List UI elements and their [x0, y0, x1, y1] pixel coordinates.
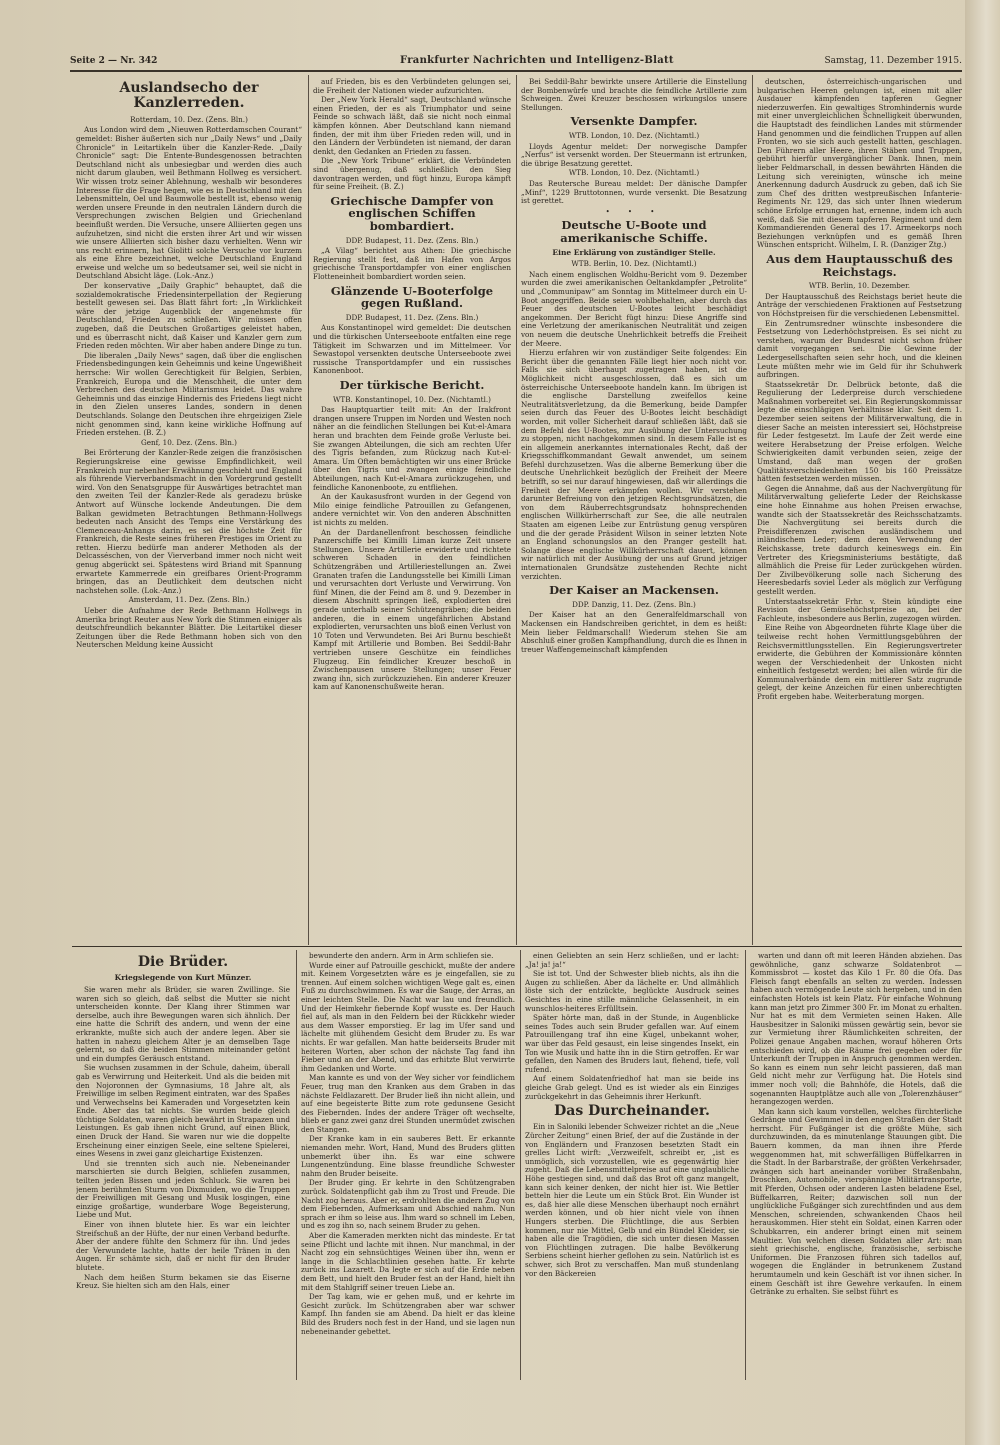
article-headline: Glänzende U-Booterfolge gegen Rußland. — [330, 283, 494, 311]
article-paragraph: Ein in Saloniki lebender Schweizer richtet an die „Neue Zürcher Zeitung“ einen Brief, der auf die Zustände in der von Engländern und Franzosen besetzten Stadt ein grelles Licht wirft: „Verzweifelt, schreibt er, „ist es unmöglich, sich vorzustellen, wie es gegenwärtig hier zugeht. Daß die Lebensmittelpreise auf eine unglaubliche Höhe gestiegen sind, und daß das Brot oft ganz mangelt, kann sich keiner denken, der nicht hier ist. Wie Bettler betteln hier die Leute um ein Stück Brot. Ein Wunder ist es, daß hier alle diese Menschen überhaupt noch ernährt werden können, und ob hier nicht viele von ihnen Hungers sterben. Die Flüchtlinge, die aus Serbien kommen, nur nie Mittel, Gelb und ein Bündel Kleider, sie haben alle die Tragödien, die sich unter diesen Massen von Flüchtlingen zutragen. Die halbe Bevölkerung Serbiens scheint hierher geflohen zu sein. Natürlich ist es schwer, sich Brot zu verschaffen. Man muß stundenlang vor den Bäckereien — [525, 1122, 739, 1278]
article-paragraph: Staatssekretär Dr. Delbrück betonte, daß die Regulierung der Lederpreise durch verschiedene Maßnahmen vorbereitet sei. Ein Regierungskommissar legte die einschlägigen Verhältnisse klar. Seit dem 1. Dezember seien seitens der Militärverwaltung, die in dieser Sache an meisten interessiert sei, Höchstpreise für Leder festgesetzt. Im Laufe der Zeit werde eine weitere Herabsetzung der Preise erfolgen. Welche Schwierigkeiten damit verbunden seien, zeige der Umstand, daß man wegen der großen Qualitätsverschiedenheiten 150 bis 160 Preissätze hätten festsetzen werden müssen. — [757, 379, 962, 484]
article-paragraph: Aus London wird dem „Nieuwen Rotterdamschen Courant“ gemeldet: Bisher äußerten sich nur „Daily News“ und „Daily Chronicle“ in Leitartikeln über die Kanzler-Rede. „Daily Chronicle“ sagt: Die Entente-Bundesgenossen betrachten Deutschland nicht als unbesiegbar und werden dies auch nicht darum glauben, weil Bethmann Hollweg es versichert. Wir wissen trotz seiner Ablehnung, weshalb wir besonderes Interesse für die Frage hegen, wie es in Deutschland mit den Lebensmitteln, Oel und Baumwolle bestellt ist, ebenso wenig werden unsere Freunde in den neutralen Ländern durch die Versprechungen zwischen Belgien und Griechenland beeinflußt werden. Die Versuche, unsere Alliierten gegen uns aufzuhetzen, sind nicht die ersten ihrer Art und wir wissen wie unsere Alliierten sich bisher dazu verhielten. Wenn wir uns recht erinnern, hat Giolitti solche Versuche vor kurzem als eine Ehre bezeichnet, welche Deutschland England erweise und welche um so bedeutsamer sei, weil sie nicht in Deutschland Absicht läge. (Lok.-Anz.) — [76, 125, 302, 281]
story-paragraph: Nach dem heißen Sturm bekamen sie das Eiserne Kreuz. Sie hielten sich am den Hals, einer — [76, 1272, 290, 1291]
article-paragraph: Nach einem englischen Woldhu-Bericht vom 9. Dezember wurden die zwei amerikanischen Oeltankdampfer „Petrolite“ und „Communipaw“ am Sonntag im Mittelmeer durch ein U-Boot angegriffen. Beide seien wohlbehalten, aber durch das Feuer des deutschen U-Bootes leicht beschädigt angekommen. Der Bericht fügt hinzu: Diese Angriffe sind eine Verletzung der amerikanischen Neutralität und zeigen von neuem die deutsche Unehrlichkeit betreffs die Freiheit der Meere. — [521, 269, 747, 348]
article-paragraph: Der Kaiser hat an den Generalfeldmarschall von Mackensen ein Handschreiben gerichtet, in dem es heißt: Mein lieber Feldmarschall! Wiederum stehen Sie am Abschluß einer großen Kampfhandlung, durch die es Ihnen in treuer Waffengemeinschaft kämpfenden — [521, 610, 747, 654]
article-paragraph: An der Kaukasusfront wurden in der Gegend von Milo einige feindliche Patrouillen zu Gefangenen, andere vernichtet wir. Von den anderen Abschnitten ist nichts zu melden. — [313, 492, 511, 527]
article-paragraph: Der konservative „Daily Graphic“ behauptet, daß die sozialdemokratische Friedensinterpellation der Regierung bestellt gewesen sei. Das Blatt fährt fort: „In Wirklichkeit wäre der jetzige Augenblick der angenehmste für Deutschland, Frieden zu schließen. Wir müssen offen zugeben, daß die Deutschen Großartiges geleistet haben, und es überrascht nicht, daß Kaiser und Kanzler gern zum Frieden reden möchten. Wir aber haben andere Dinge zu tun. — [76, 281, 302, 351]
article-paragraph: „A Vilag“ berichtet aus Athen: Die griechische Regierung stellt fest, daß im Hafen von Argos griechische Transportdampfer von einer englischen Flotteneinheit bombardiert worden seien. — [313, 246, 511, 282]
article-paragraph: Die liberalen „Daily News“ sagen, daß über die englischen Friedensbedingungen kein Geheimnis und keine Ungewißheit herrsche: Wir wollen Gerechtigkeit für Belgien, Serbien, Frankreich, Europa und die Menschheit, die unter dem Verbrechen des deutschen Militarismus leidet. Das wahre Geheimnis und das einzige Hindernis des Friedens liegt nicht in den Zielen unseres Landes, sondern in denen Deutschlands. Solange den Deutschen ihre ehrgeizigen Ziele nicht genommen sind, kann keine wirkliche Hoffnung auf Frieden erstehen. (B. Z.) — [76, 350, 302, 438]
issue-date: Samstag, 11. Dezember 1915. — [824, 56, 962, 66]
article-paragraph: Die „New York Tribune“ erklärt, die Verbündeten sind übergenug, daß schließlich den Sieg davontragen werden, und fügt hinzu, Europa kämpft für seine Freiheit. (B. Z.) — [313, 156, 511, 192]
story-paragraph: Einer von ihnen blutete hier. Es war ein leichter Streifschuß an der Hüfte, der nur einen Verband bedurfte. Aber der andere fühlte den Schmerz für ihn. Und jedes der Verwundete lachte, hatte der heile Tränen in den Augen. Er schämte sich, daß er nicht für den Bruder blutete. — [76, 1220, 290, 1272]
dateline: WTB. London, 10. Dez. (Nichtamtl.) — [568, 168, 700, 178]
dateline: WTB. Konstantinopel, 10. Dez. (Nichtamtl.) — [333, 394, 491, 404]
column-2 — [313, 78, 511, 944]
article-paragraph: Ein Zentrumsredner wünschte insbesondere die Festsetzung von Lederhöchstpreisen. Es sei nicht zu verstehen, warum der Bundesrat nicht schon früher damit vorgegangen sei. Die Gewinne der Ledergesellschaften seien sehr hoch, und die kleinen Leute müßten mehr wie im Geld für ihr Schuhwerk aufbringen. — [757, 318, 962, 380]
page-edge — [965, 0, 1000, 1445]
section-divider — [72, 946, 962, 947]
lower-column-3 — [525, 952, 739, 1380]
column-divider — [520, 950, 521, 1380]
column-divider — [516, 75, 517, 945]
article-paragraph: An der Dardanellenfront beschossen feindliche Panzerschiffe bei Kimilli Liman kurze Zeit unsere Stellungen. Unsere Artillerie erwiderte und richtete schweren Schaden in den feindlichen Schützengräben und Artilleriestellungen an. Zwei Granaten trafen die Landungsstelle bei Kimilli Liman und verursachten dort Verluste und Verwirrung. Von fünf Minen, die der Feind am 8. und 9. Dezember in diesem Abschnitt springen ließ, explodierten drei gerade unterhalb seiner Schützengräben; die beiden anderen, die in einem ungefährlichen Abstand explodierten, verursachten uns bloß einen Verlust von 10 Toten und Verwundeten. Bei Ari Burnu beschießt Kampf mit Artillerie und Bomben. Bei Seddil-Bahr vertrieben unsere Geschütze ein feindliches Flugzeug. Ein feindlicher Kreuzer beschoß in Zwischenpausen unsere Stellungen; unser Feuer zwang ihn, sich zurückzuziehen. Ein anderer Kreuzer kam auf Kanonenschußweite heran. — [313, 527, 511, 692]
story-paragraph: einen Geliebten an sein Herz schließen, und er lacht: „Ja! ja! ja!“ — [525, 952, 739, 969]
article-paragraph: Aus Konstantinopel wird gemeldet: Die deutschen und die türkischen Unterseeboote entfalten eine rege Tätigkeit im Schwarzen und im Mittelmeer. Vor Sewastopol versenkten deutsche Unterseeboote zwei russische Transportdampfer und ein russisches Kanonenboot. — [313, 323, 511, 376]
article-headline: Versenkte Dampfer. — [570, 114, 698, 129]
article-headline: Griechische Dampfer von englischen Schiffen bombardiert. — [330, 193, 494, 233]
dateline: Rotterdam, 10. Dez. (Zens. Bln.) — [130, 114, 248, 124]
article-paragraph: auf Frieden, bis es den Verbündeten gelungen sei, die Freiheit der Nationen wieder aufzurichten. — [313, 78, 511, 95]
article-paragraph: Der Hauptausschuß des Reichstags beriet heute die Anträge der verschiedenen Fraktionen auf Festsetzung von Höchstpreisen für die verschiedenen Lebensmittel. — [757, 291, 962, 318]
column-1 — [76, 78, 302, 944]
article-paragraph: Das Hauptquartier teilt mit: An der Irakfront drangen unsere Truppen im Norden und Westen noch näher an die feindlichen Stellungen bei Kut-el-Amara heran und brachten dem Feinde große Verluste bei. Sie zwangen Abteilungen, die sich am rechten Ufer des Tigris befanden, zum Rückzug nach Kut-el-Amara. Um Often bemächtigten wir uns einer Brücke über den Tigris und zwangen einige feindliche Abteilungen, nach Kut-el-Amara zurückzugehen, und feindliche Kanonenboote, zu entfliehen. — [313, 405, 511, 492]
article-paragraph: Man kann sich kaum vorstellen, welches fürchterliche Gedränge und Gewimmel in den engen Straßen der Stadt herrscht. Für Fußgänger ist die größte Mühe, sich durchzuwinden, da es minutenlange Stauungen gibt. Die Bauern kommen, da man ihnen ihre Pferde weggenommen hat, mit schwerfälligen Büffelkarren in die Stadt. In der Barbarstraße, der größten Verkehrsader, zwängen sich hart aneinander vorüber Straßenbahn, Droschken, Automobile, vierspännige Militärtransporte, mit Pferden, Ochsen oder anderen Lasten beladene Esel, Büffelkarren, Reiter; dazwischen soll nun der unglückliche Fußgänger sich zurechtfinden und aus dem Menschen, schreienden, schwankenden Chaos heil herauskommen. Hier steht ein Soldat, einen Karren oder Schubkarren, ein anderer bringt einen mit seinem Maultier. Von welchen diesen Soldaten aller Art: man sieht griechische, englische, französische, serbische Uniformen. Die Franzosen führen sich tadellos auf, wogegen die Engländer in betrunkenem Zustand herumtaumeln und kein Geschäft ist vor ihnen sicher. In einem Geschäft ist ihre Gewehre verkaufen. In einem Getränke zu erhalten. Sie selbst führt es — [750, 1106, 962, 1297]
article-headline: Aus dem Hauptausschuß des Reichstags. — [766, 251, 953, 279]
column-divider — [308, 75, 309, 945]
column-3 — [521, 78, 747, 944]
story-paragraph: Wurde einer auf Patrouille geschickt, mußte der andere mit. Keinem Vorgesetzten wäre es je eingefallen, sie zu trennen. Auf einem solchen wichtigen Wege galt es, einen Fuß zu durchschwimmen. Es war die Sauge, der Arras, an einer leichten Stelle. Die Nacht war lau und freundlich. Und der Heimkehr fiebernde Kopf wusste es. Der Hauch fiel auf, als man in den Feldern bei der Rückkehr wieder aus dem Wasser emporstieg. Er lag im Ufer sand und lächelte mit glühendem Gesicht dem Bruder zu. Es war nichts. Er war gefallen. Man hatte beiderseits Bruder mit heiteren Worten, aber schon der nächste Tag fand ihn Fieber und an der Abend, und das erhitzte Blut verwirrte ihm Gedanken und Worte. — [301, 960, 515, 1073]
story-paragraph: Der Kranke kam in ein sauberes Bett. Er erkannte niemanden mehr. Wort, Hand, Mund des Bruders glitten unbemerkt über ihn. Es war eine schwere Lungenentzündung. Eine blasse freundliche Schwester nahm den Bruder beiseite. — [301, 1134, 515, 1178]
dateline: Amsterdam, 11. Dez. (Zens. Bln.) — [128, 595, 250, 605]
article-subheadline: Eine Erklärung von zuständiger Stelle. — [552, 247, 716, 257]
story-paragraph: Und sie trennten sich auch nie. Nebeneinander marschierten sie durch Belgien, schliefen zusammen, teilten jeden Bissen und jeden Schluck. Sie waren bei jenem berühmten Sturm von Dixmuiden, wo die Truppen der Freiwilligen mit Gesang und Musik losgingen, eine einzige großartige, wunderbare Woge Begeisterung, Liebe und Mut. — [76, 1158, 290, 1220]
article-paragraph: Bei Erörterung der Kanzler-Rede zeigen die französischen Regierungskreise eine gewisse Empfindlichkeit, weil Frankreich nur nebenher Erwähnung geschieht und England als führende Vierverbandsmacht in den Vordergrund gestellt wird. Von den Senatsgruppe für Auswärtiges betrachtet man den zweiten Teil der Kanzler-Rede als geradezu brüske Antwort auf Wünsche lockende Andeutungen. Die dem Balkan gewidmeten Betrachtungen Bethmann-Hollwegs bedeuten nach Ansicht des Temps eine Verstärkung des Clemenceau-Anhangs darin, es sei die höchste Zeit für Frankreich, die Reste seines früheren Prestiges im Orient zu retten. Hierzu bedürfe man anderer Methoden als der Delcasséschen, von der Vierverband immer noch nicht weit genug abgerückt sei. Spätestens wird Briand mit Spannung erwartete Kammerrede ein greifbares Orient-Programm bringen, das an Deutlichkeit dem deutschen nicht nachstehen solle. (Lok.-Anz.) — [76, 448, 302, 595]
dateline: WTB. London, 10. Dez. (Nichtamtl.) — [568, 131, 700, 141]
article-paragraph: Lloyds Agentur meldet: Der norwegische Dampfer „Nerfus“ ist versenkt worden. Der Steuermann ist ertrunken, die übrige Besatzung gerettet. — [521, 141, 747, 168]
article-paragraph: Bei Seddil-Bahr bewirkte unsere Artillerie die Einstellung der Bombenwürfe und brachte die feindliche Artillerie zum Schweigen. Zwei Kreuzer beschossen wirkungslos unsere Stellungen. — [521, 78, 747, 112]
column-4 — [757, 78, 962, 944]
article-headline: Deutsche U-Boote und amerikanische Schiffe. — [560, 218, 708, 245]
dateline: WTB. Berlin, 10. Dezember. — [808, 281, 911, 291]
article-paragraph: Eine Reihe von Abgeordneten führte Klage über die teilweise recht hohen Vermittlungsgebühren der Reichsvermittlungsstellen. Ein Regierungsvertreter erwiderte, die Gebühren der Kommissionäre könnten wegen der Verschiedenheit der Unkosten nicht einheitlich festgesetzt werden; bei allen würde für die Kommunalverbände dem ein mittlerer Satz zugrunde gelegt, der keine Anzeichen für einen unberechtigten Profit ergeben habe. Weiterberatung morgen. — [757, 623, 962, 702]
article-headline: Auslandsecho der Kanzlerreden. — [119, 80, 259, 112]
story-paragraph: Man kannte es und von der Wey sicher vor feindlichem Feuer, trug man den Kranken aus dem Graben in das nächste Feldlazarett. Der Bruder ließ ihn nicht allein, und auf eine begeisterte Bitte zum rote gedunsene Gesicht des Fiebernden. Indes der andere Träger oft wechselte, blieb er ganz zwei ganz drei Stunden unermüdet zwischen den Stangen. — [301, 1073, 515, 1134]
dateline: DDP. Danzig, 11. Dez. (Zens. Bln.) — [572, 599, 696, 609]
story-paragraph: Auf einem Soldatenfriedhof hat man sie beide ins gleiche Grab gelegt. Und es ist wieder als ein Einziges zurückgekehrt in das Geheimnis ihrer Herkunft. — [525, 1074, 739, 1101]
separator-ornament: • • • — [605, 207, 663, 216]
lower-column-2 — [301, 952, 515, 1380]
article-paragraph: Das Reutersche Bureau meldet: Der dänische Dampfer „Minf“, 1229 Bruttotonnen, wurde versenkt. Die Besatzung ist gerettet. — [521, 178, 747, 206]
page-header — [70, 54, 962, 72]
article-headline: Der Kaiser an Mackensen. — [549, 583, 719, 598]
column-divider — [752, 75, 753, 945]
dateline: WTB. Berlin, 10. Dez. (Nichtamtl.) — [571, 259, 697, 269]
article-headline: Der türkische Bericht. — [339, 378, 485, 393]
story-paragraph: Sie waren mehr als Brüder, sie waren Zwillinge. Sie waren sich so gleich, daß selbst die Mutter sie nicht unterscheiden konnte. Der Klang ihrer Stimmen war derselbe, auch ihre Bewegungen waren sich ähnlich. Der eine hatte die Schrift des andern, und wenn der eine erkrankte, mußte sich auch der andere legen. Aber sie hatten in nahezu gleichem Alter je an demselben Tage gelernt, so daß die beiden Stimmen miteinander getönt und ein dumpfes Geräusch entstand. — [76, 984, 290, 1063]
article-headline: Das Durcheinander. — [554, 1103, 710, 1120]
article-paragraph: Hierzu erfahren wir von zuständiger Seite folgendes: Ein Bericht über die genannten Fälle liegt hier noch nicht vor. Falls sie sich überhaupt zugetragen haben, ist die Möglichkeit nicht ausgeschlossen, daß es sich um österreichische Unterseeboote handeln kann. Im übrigen ist die englische Darstellung zweifellos keine Neutralitätsverletzung, da die Bemerkung, beide Dampfer seien durch das Feuer des U-Bootes leicht beschädigt worden, mit voller Sicherheit darauf schließen läßt, daß sie dem Befehl des U-Bootes, zur Ausübung der Untersuchung zu stoppen, nicht nachgekommen sind. In diesem Falle ist es ein allgemein anerkanntes internationales Recht, daß der Kriegsschiffkommandant Gewalt anwendet, um seinem Befehl durchzusetzen. Was die alberne Bemerkung über die deutsche Unehrlichkeit bezüglich der Freiheit der Meere betrifft, so sei nur darauf hingewiesen, daß wir allerdings die Freiheit der Meere erkämpfen wollen. Wir verstehen darunter Befreiung von den jetzigen Rechtsgrundsätzen, die von dem Räuberrechtsgrundsatz hohnsprechenden englischen Willkürherrschaft zur See, die alle neutralen Staaten am eigenen Leibe zur Entrüstung genug verspüren und die der gerade Präsident Wilson in seiner letzten Note an England schonungslos an den Pranger gestellt hat. Solange diese englische Willkürherrschaft dauert, können wir natürlich mit der Ausübung der uns auf Grund jetziger internationalen Grundsätze zustehenden Rechte nicht verzichten. — [521, 348, 747, 581]
dateline: DDP. Budapest, 11. Dez. (Zens. Bln.) — [345, 235, 479, 245]
story-paragraph: Der Tag kam, wie er gehen muß, und er kehrte im Gesicht zurück. Im Schützengraben aber war schwer Kampf. Ihn fanden sie am Abend. Da hielt er das kleine Bild des Bruders noch fest in der Hand, und sie lagen nun nebeneinander gebettet. — [301, 1292, 515, 1336]
story-paragraph: Später hörte man, daß in der Stunde, in Augenblicke seines Todes auch sein Bruder gefallen war. Auf einem Patrouillengang traf ihn eine Kugel, unbekannt woher, war über das Feld gesaust, ein leise singendes Insekt, ein Ton wie Musik und hatte ihn in die Stirn getroffen. Er war gefallen, den Namen des Bruders laut, flehend, tiefe, voll rufend. — [525, 1013, 739, 1074]
article-paragraph: deutschen, österreichisch-ungarischen und bulgarischen Heeren gelungen ist, einen mit aller Ausdauer kämpfenden tapferen Gegner niederzuwerfen. Ein gewaltiges Stromhindernis wurde mit einer unvergleichlichen Schnelligkeit überwunden, die Hauptstadt des feindlichen Landes mit stürmender Hand genommen und die feindlichen Truppen auf allen Fronten, wo sie sich auch gestellt hatten, geschlagen. Den Führern aller Heere, ihren Stäben und Truppen, gebührt hierfür unvergänglicher Dank. Ihnen, mein lieber Feldmarschall, in dessen bewährten Händen die Leitung sich vereinigten, wünsche ich meine Anerkennung dadurch Ausdruck zu geben, daß ich Sie zum Chef des dritten westpreußischen Infanterie-Regiments Nr. 129, das sich unter Ihnen wiederum schöne Erfolge errungen hat, ernenne, indem ich auch weiß, daß Sie mit diesem tapferen Regiment und dem Kommandierenden General des 17. Armeekorps noch Beziehungen verknüpfen und es gemäß Ihren Wünschen entspricht. Wilhelm, I. R. (Danziger Ztg.) — [757, 78, 962, 250]
page-number: Seite 2 — Nr. 342 — [70, 56, 158, 66]
masthead: Frankfurter Nachrichten und Intelligenz-Blatt — [400, 55, 674, 66]
article-paragraph: Der „New York Herald“ sagt, Deutschland wünsche einen Frieden, der es als Triumphator und seine Feinde so schwach läßt, daß sie nicht noch einmal kämpfen können. Aber Deutschland kann niemand finden, der mit ihm über Frieden reden will, und in den Ländern der Verbündeten ist niemand, der daran denkt, den Gedanken an Frieden zu fassen. — [313, 95, 511, 156]
article-paragraph: Gegen die Annahme, daß aus der Nachvergütung für Militärverwaltung gelieferte Leder der Reichskasse eine hohe Einnahme aus hohen Preisen erwachse, wandte sich der Staatssekretär des Reichsschatzamts. Die Nachvergütung sei bereits durch die Preisdifferenzen zwischen ausländischem und inländischem Leder; dem deren Verwendung der Reichskasse, trete dadurch keineswegs ein. Ein Vertreter des Kriegsministeriums bestätigte, daß allmählich die Preise für Leder zurückgehen würden. Der Zivilbevölkerung solle nach Sicherung des Heeresbedarfs soviel Leder als möglich zur Verfügung gestellt werden. — [757, 483, 962, 596]
story-paragraph: Sie wuchsen zusammen in der Schule, daheim, überall gab es Verwirrung und Heiterkeit. Und als die beiden mit den Nojoronnen der Gymnasiums, 18 Jahre alt, als Freiwillige im selben Regiment eintraten, war des Spaßes und Verwechselns bei Kameraden und Vorgesetzten kein Ende. Aber das tat nichts. Sie wurden beide gleich tüchtige Soldaten, waren gleich bewährt in Strapazen und Leistungen. Es gab ihnen nicht Grund, auf einen Blick, einen Druck der Hand. Sie waren nur wie die doppelte Erscheinung einer einzigen Seele, eine seltene Spielerei, eines Wesens in zwei ganz gleichartige Existenzen. — [76, 1063, 290, 1159]
column-divider — [745, 950, 746, 1380]
story-paragraph: Der Bruder ging. Er kehrte in den Schützengraben zurück. Soldatenpflicht gab ihm zu Trost und Freude. Die Nacht zog heraus. Aber er, erdrohlten die andern Zug von dem Fiebernden, Aufmerksam und Abschied nahm. Nun sprach er ihm so leise aus. Ihm ward so schnell im Leben, und es zog ihn so, nach seinem Bruder zu gehen. — [301, 1178, 515, 1231]
lower-column-1 — [76, 952, 290, 1380]
story-subheadline: Kriegslegende von Kurt Münzer. — [114, 973, 252, 983]
article-paragraph: warten und dann oft mit leeren Händen abziehen. Das gewöhnliche, ganz schwarze Soldatenbrot — Kommissbrot — kostet das Kilo 1 Fr. 80 die Ofa. Das Fleisch fangt ebenfalls an selten zu werden. Indessen haben auch vermögende Leute sich hergeben, und in den einfachsten Hotels ist kein Platz. Für einfache Wohnung kann man jetzt pro Zimmer 300 Fr. im Monat zu erhalten. Nur hat es mit dem Vermieten seinen Haken. Alle Hausbesitzer in Saloniki müssen gewärtig sein, bevor sie zur Vermietung ihrer Räumlichkeiten schreiten, der Polizei genaue Angaben machen, worauf höheren Orts entschieden wird, ob die Räume frei gegeben oder für Unterkunft der Truppen in Anspruch genommen werden. So kann es einem nun sehr leicht passieren, daß man Geld nicht mehr zur Verfügung hat. Die Hotels sind immer noch voll; die Bahnhöfe, die Hotels, daß die sogenannten Hauptplätze auch alle von „Tolerenzhäuser“ herangezogen werden. — [750, 952, 962, 1107]
story-headline: Die Brüder. — [137, 954, 229, 970]
story-paragraph: Aber die Kameraden merkten nicht das mindeste. Er tat seine Pflicht und lachte mit ihnen. Nur manchmal, in der Nacht zog ein sehnsüchtiges Weinen über ihn, wenn er lange in die Schlachtlinien gesehen hatte. Er kehrte zurück ins Lazarett. Da legte er sich auf die Erde neben dem Bett, und hielt den Bruder fest an der Hand, hielt ihn mit dem Stahlgriff seiner treuen Liebe an. — [301, 1231, 515, 1292]
dateline: DDP. Budapest, 11. Dez. (Zens. Bln.) — [345, 312, 479, 322]
story-paragraph: Sie ist tot. Und der Schwester blieb nichts, als ihn die Augen zu schließen. Aber da lächelte er. Und allmählich löste sich der entzückte, beglückte Ausdruck seines Gesichtes in eine stille männliche Gelassenheit, in ein wunschlos-heiteres Erfülltsein. — [525, 969, 739, 1013]
article-paragraph: Unterstaatssekretär Frhr. v. Stein kündigte eine Revision der Gemüsehöchstpreise an, bei der Fachleute, insbesondere aus Berlin, zugezogen würden. — [757, 596, 962, 623]
article-paragraph: Ueber die Aufnahme der Rede Bethmann Hollwegs in Amerika bringt Reuter aus New York die Stimmen einiger als deutschfreundlich bekannter Blätter. Die Leitartikel dieser Zeitungen über die Rede Bethmann hoben sich von den Neuterschen Meldung keine Aussicht — [76, 606, 302, 650]
column-divider — [296, 950, 297, 1380]
lower-column-4 — [750, 952, 962, 1380]
dateline: Genf, 10. Dez. (Zens. Bln.) — [141, 437, 237, 447]
story-paragraph: bewunderte den andern. Arm in Arm schliefen sie. — [309, 952, 494, 960]
